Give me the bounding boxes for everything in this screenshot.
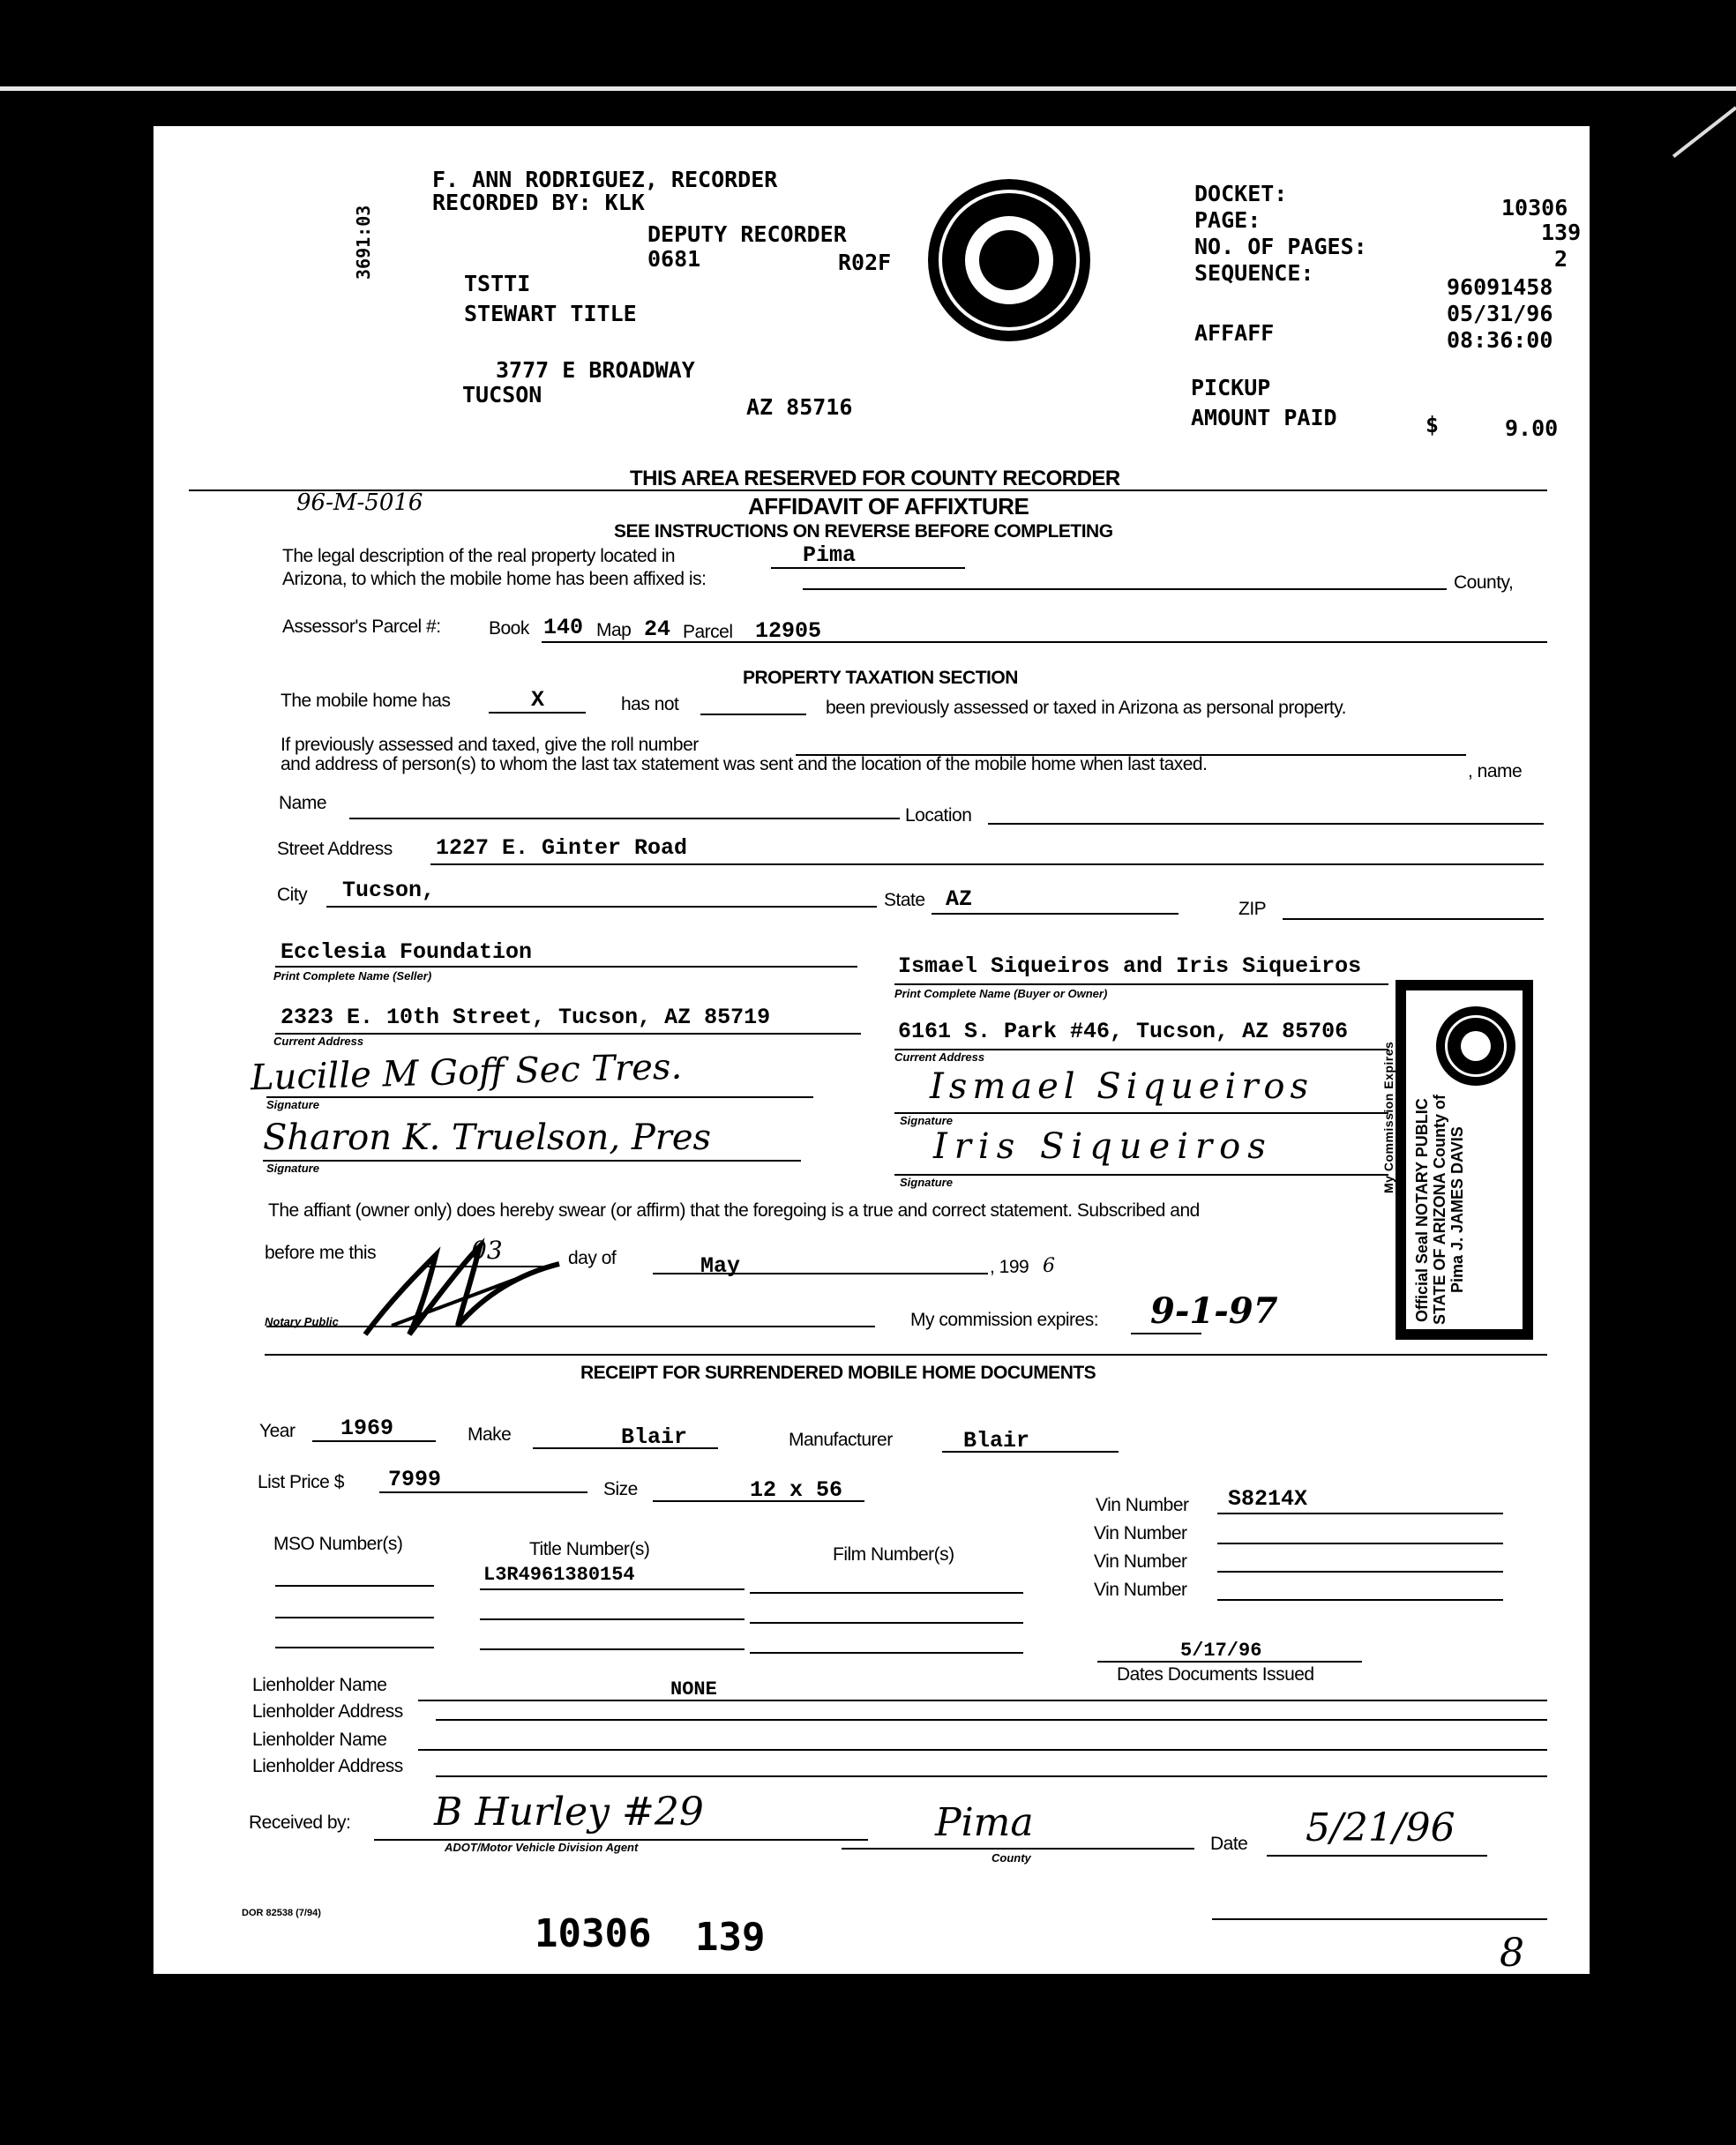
company-state-zip: AZ 85716: [746, 394, 853, 420]
sequence-label: SEQUENCE:: [1194, 260, 1314, 286]
lienholder-1-value: NONE: [670, 1678, 717, 1700]
affidavit-document: [153, 126, 1590, 1974]
map-value: 24: [644, 617, 671, 642]
arizona-affixed-label: Arizona, to which the mobile home has been affixed is:: [282, 569, 707, 589]
footer-docket: 10306: [535, 1911, 652, 1956]
city-value: Tucson,: [342, 878, 436, 903]
seller-signature-2: Sharon K. Truelson, Pres: [263, 1117, 712, 1158]
deputy-recorder: DEPUTY RECORDER: [647, 221, 847, 247]
notary-public-signature: [356, 1237, 568, 1343]
parcel-label: Parcel: [683, 622, 733, 642]
county-label: County,: [1454, 572, 1514, 593]
before-me-label: before me this: [265, 1243, 377, 1263]
recorded-by: RECORDED BY: KLK: [432, 190, 645, 215]
lienholder-address-label-1: Lienholder Address: [252, 1701, 403, 1722]
buyer-signature-caption-1: Signature: [900, 1114, 953, 1127]
amount-value: 9.00: [1505, 415, 1559, 441]
tax-section-title: PROPERTY TAXATION SECTION: [743, 668, 1018, 688]
state-label: State: [884, 890, 925, 910]
lienholder-address-label-2: Lienholder Address: [252, 1756, 403, 1776]
day-value: 03: [471, 1236, 503, 1265]
company-city: TUCSON: [462, 382, 542, 407]
day-of-label: day of: [568, 1248, 617, 1268]
instructions-note: SEE INSTRUCTIONS ON REVERSE BEFORE COMPLETING: [614, 521, 1113, 542]
affaff-code: AFFAFF: [1194, 320, 1275, 346]
legal-description-label: The legal description of the real property located in: [282, 546, 676, 566]
commission-expires-label: My commission expires:: [910, 1310, 1099, 1330]
assessor-parcel-label: Assessor's Parcel #:: [282, 617, 441, 637]
amount-label: AMOUNT PAID: [1191, 405, 1337, 430]
lienholder-name-label-1: Lienholder Name: [252, 1675, 387, 1695]
year-label: Year: [259, 1421, 296, 1441]
form-title: AFFIDAVIT OF AFFIXTURE: [748, 493, 1029, 519]
seller-name-caption: Print Complete Name (Seller): [273, 969, 432, 983]
roll-number-label: If previously assessed and taxed, give the roll number: [281, 735, 699, 755]
vin-label-2: Vin Number: [1094, 1523, 1187, 1543]
sequence-value: 96091458: [1447, 274, 1553, 300]
mso-number-label: MSO Number(s): [273, 1534, 403, 1554]
recorder-code-2: R02F: [838, 250, 892, 275]
lienholder-name-label-2: Lienholder Name: [252, 1730, 387, 1750]
name-word: , name: [1468, 761, 1523, 781]
assessed-text: been previously assessed or taxed in Arizona as personal property.: [826, 698, 1346, 718]
pickup-label: PICKUP: [1191, 375, 1271, 400]
vin-label-3: Vin Number: [1094, 1551, 1187, 1572]
title-number-value: L3R4961380154: [483, 1564, 635, 1586]
street-address-label: Street Address: [277, 839, 393, 859]
book-label: Book: [489, 618, 529, 639]
make-label: Make: [468, 1424, 512, 1445]
size-label: Size: [603, 1479, 638, 1499]
buyer-name-caption: Print Complete Name (Buyer or Owner): [894, 987, 1108, 1000]
received-by-label: Received by:: [249, 1812, 351, 1833]
commission-expires-date: 9-1-97: [1150, 1290, 1278, 1332]
affiant-statement: The affiant (owner only) does hereby swear (or affirm) that the foregoing is a true and correct statement. Subscribed and: [268, 1200, 1200, 1221]
legal-county-value: Pima: [803, 542, 857, 568]
date-label: Date: [1210, 1834, 1248, 1854]
street-address-value: 1227 E. Ginter Road: [436, 835, 688, 861]
name-label: Name: [279, 793, 327, 813]
footer-page: 139: [695, 1915, 766, 1960]
city-label: City: [277, 885, 308, 905]
seller-signature-1: Lucille M Goff Sec Tres.: [250, 1046, 683, 1099]
buyer-name-value: Ismael Siqueiros and Iris Siqueiros: [898, 953, 1362, 979]
list-price-label: List Price $: [258, 1472, 344, 1492]
has-mark: X: [531, 687, 545, 713]
record-time: 08:36:00: [1447, 327, 1553, 353]
buyer-signature-1: Ismael Siqueiros: [930, 1066, 1314, 1107]
notary-stamp-text: Official Seal NOTARY PUBLIC STATE OF ARIZONA County of Pima J. JAMES DAVIS: [1413, 1095, 1466, 1326]
year-digit: 6: [1043, 1255, 1055, 1277]
dollar-sign: $: [1425, 412, 1440, 437]
docket-label: DOCKET:: [1194, 181, 1288, 206]
receipt-title: RECEIPT FOR SURRENDERED MOBILE HOME DOCUMENTS: [580, 1363, 1096, 1383]
make-value: Blair: [621, 1424, 688, 1450]
year-value: 1969: [340, 1416, 394, 1441]
recorder-code-1: 0681: [647, 246, 701, 272]
agent-caption: ADOT/Motor Vehicle Division Agent: [445, 1841, 639, 1854]
manufacturer-value: Blair: [963, 1428, 1030, 1454]
reserved-area-label: THIS AREA RESERVED FOR COUNTY RECORDER: [630, 467, 1120, 490]
notary-seal-icon: [1436, 1006, 1515, 1086]
title-number-label: Title Number(s): [529, 1539, 650, 1559]
vin-label-1: Vin Number: [1096, 1495, 1189, 1515]
county-caption: County: [991, 1851, 1031, 1865]
map-label: Map: [596, 620, 632, 640]
received-by-signature: B Hurley #29: [434, 1790, 704, 1835]
buyer-signature-caption-2: Signature: [900, 1176, 953, 1189]
has-label: The mobile home has: [281, 691, 451, 711]
scan-edge-line: [0, 86, 1736, 91]
seller-signature-caption-1: Signature: [266, 1098, 319, 1111]
month-value: May: [700, 1253, 741, 1279]
vin-value-1: S8214X: [1228, 1486, 1308, 1512]
form-number: DOR 82538 (7/94): [242, 1908, 321, 1918]
location-label: Location: [905, 805, 972, 826]
issued-date-value: 5/17/96: [1180, 1640, 1262, 1662]
seller-signature-caption-2: Signature: [266, 1162, 319, 1175]
title-company: STEWART TITLE: [464, 301, 637, 326]
list-price-value: 7999: [388, 1467, 442, 1492]
county-signature: Pima: [935, 1800, 1034, 1845]
vin-label-4: Vin Number: [1094, 1580, 1187, 1600]
pima-county-seal-icon: [928, 179, 1090, 341]
footer-handwritten-mark: 8: [1500, 1931, 1524, 1974]
issued-date-label: Dates Documents Issued: [1117, 1664, 1314, 1685]
docket-value: 10306: [1501, 195, 1568, 220]
state-value: AZ: [946, 886, 973, 912]
notary-expires-text: My Commission Expires: [1381, 1041, 1396, 1193]
zip-label: ZIP: [1238, 899, 1267, 919]
seller-name-value: Ecclesia Foundation: [281, 939, 533, 965]
buyer-signature-2: Iris Siqueiros: [933, 1126, 1273, 1167]
scan-corner-mark: [1672, 106, 1736, 158]
company-address: 3777 E BROADWAY: [496, 357, 695, 383]
side-stamp: 3691:03: [353, 205, 374, 280]
seller-address-value: 2323 E. 10th Street, Tucson, AZ 85719: [281, 1005, 771, 1030]
page-value: 139: [1541, 220, 1582, 245]
book-value: 140: [543, 615, 584, 640]
recorder-line: F. ANN RODRIGUEZ, RECORDER: [432, 167, 778, 192]
received-date: 5/21/96: [1306, 1805, 1455, 1850]
has-not-label: has not: [621, 694, 679, 714]
page-label: PAGE:: [1194, 207, 1261, 233]
year-prefix: , 199: [990, 1257, 1029, 1277]
pages-value: 2: [1554, 246, 1568, 272]
film-number-label: Film Number(s): [833, 1544, 954, 1565]
parcel-value: 12905: [755, 618, 822, 644]
buyer-address-value: 6161 S. Park #46, Tucson, AZ 85706: [898, 1019, 1349, 1044]
handwritten-reference: 96-M-5016: [296, 490, 423, 516]
manufacturer-label: Manufacturer: [789, 1430, 893, 1450]
notary-stamp: [1396, 980, 1533, 1340]
pages-label: NO. OF PAGES:: [1194, 234, 1367, 259]
seller-address-caption: Current Address: [273, 1035, 364, 1048]
notary-public-caption: Notary Public: [265, 1315, 339, 1328]
address-of-person-text: and address of person(s) to whom the last tax statement was sent and the location of the mobile home when last taxed.: [281, 754, 1208, 774]
tstti-code: TSTTI: [464, 271, 531, 296]
size-value: 12 x 56: [750, 1477, 843, 1503]
record-date: 05/31/96: [1447, 301, 1553, 326]
buyer-address-caption: Current Address: [894, 1050, 985, 1064]
